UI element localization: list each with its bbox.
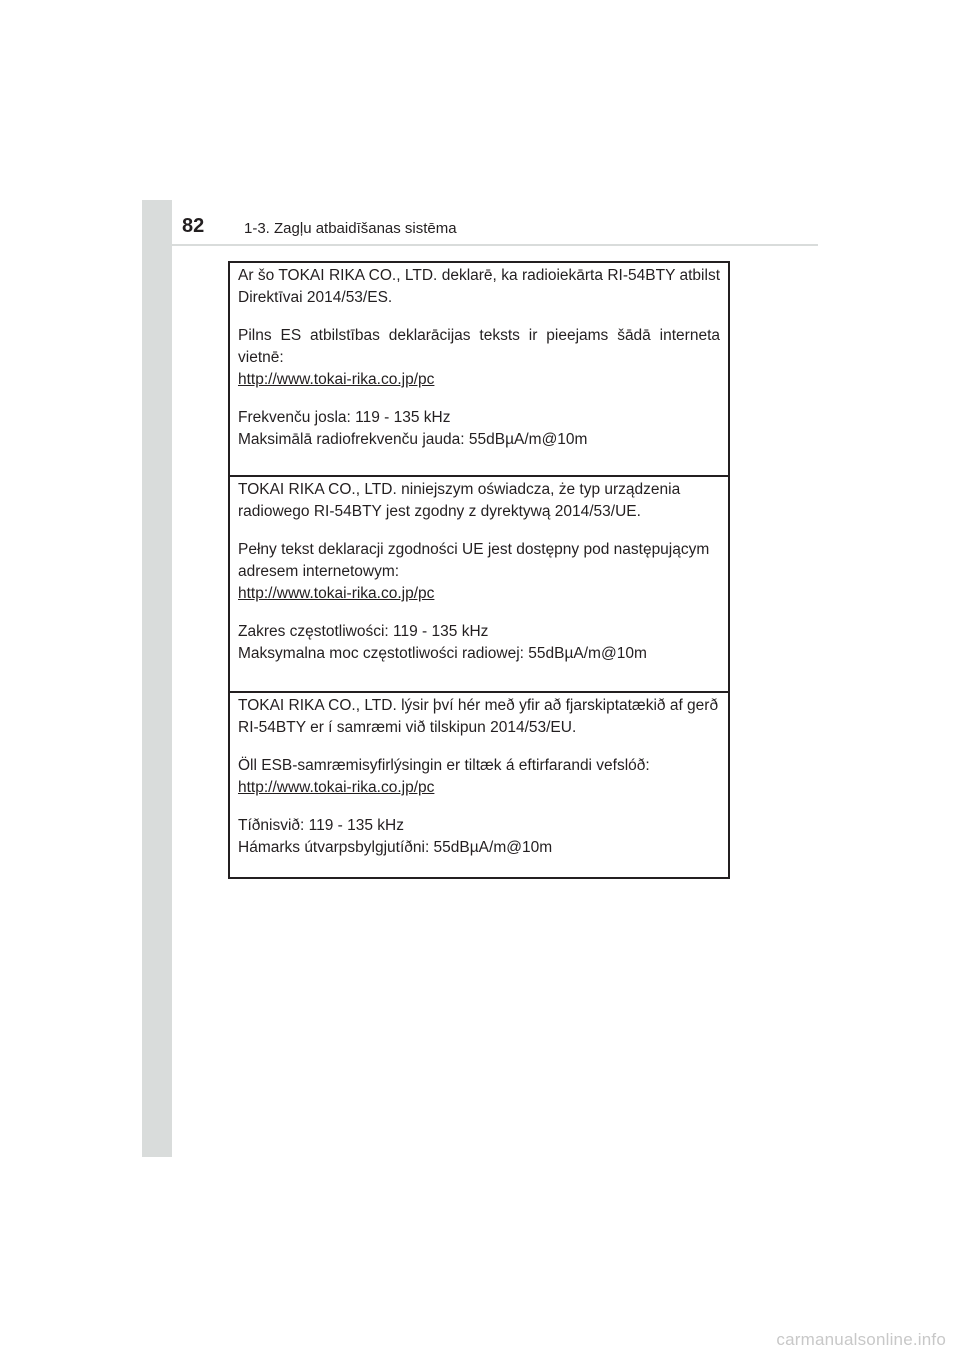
declaration-polish — [230, 475, 728, 691]
declaration-specs — [238, 621, 720, 665]
declaration-availability — [238, 755, 720, 799]
declaration-specs — [238, 407, 720, 451]
max-power: Hámarks útvarpsbylgjutíðni: 55dBµA/m@10m — [238, 839, 553, 856]
section-title: 1-3. Zagļu atbaidīšanas sistēma — [244, 220, 457, 237]
declaration-table — [228, 261, 730, 879]
declaration-text: Ar šo TOKAI RIKA CO., LTD. deklarē, ka radioiekārta RI-54BTY atbilst — [238, 267, 720, 284]
declaration-text: TOKAI RIKA CO., LTD. lýsir því hér með yfir að fjarskiptatækið af gerð — [238, 697, 719, 714]
declaration-statement — [238, 265, 720, 309]
declaration-specs — [238, 815, 720, 859]
frequency-band: Frekvenču josla: 119 - 135 kHz — [238, 409, 451, 426]
declaration-text: TOKAI RIKA CO., LTD. niniejszym oświadcza, że typ urządzenia — [238, 481, 681, 498]
frequency-band: Tíðnisvið: 119 - 135 kHz — [238, 817, 404, 834]
declaration-text: Direktīvai 2014/53/ES. — [238, 289, 393, 306]
declaration-icelandic — [230, 691, 728, 877]
declaration-link[interactable]: http://www.tokai-rika.co.jp/pc — [238, 371, 435, 388]
declaration-latvian — [230, 263, 728, 475]
watermark: carmanualsonline.info — [776, 1330, 946, 1349]
declaration-text: adresem internetowym: — [238, 563, 400, 580]
declaration-text: RI-54BTY er í samræmi við tilskipun 2014/53/EU. — [238, 719, 577, 736]
max-power: Maksymalna moc częstotliwości radiowej: 55dBµA/m@10m — [238, 645, 647, 662]
page-number: 82 — [182, 215, 205, 237]
chapter-side-bar — [142, 200, 172, 1157]
declaration-text: Öll ESB-samræmisyfirlýsingin er tiltæk á eftirfarandi vefslóð: — [238, 757, 650, 774]
declaration-text: radiowego RI-54BTY jest zgodny z dyrektywą 2014/53/UE. — [238, 503, 641, 520]
header-rule — [172, 244, 818, 246]
declaration-link[interactable]: http://www.tokai-rika.co.jp/pc — [238, 779, 435, 796]
max-power: Maksimālā radiofrekvenču jauda: 55dBµA/m@10m — [238, 431, 588, 448]
declaration-link[interactable]: http://www.tokai-rika.co.jp/pc — [238, 585, 435, 602]
declaration-text: Pilns ES atbilstības deklarācijas teksts ir pieejams šādā interneta — [238, 327, 720, 344]
declaration-text: vietnē: — [238, 349, 284, 366]
declaration-text: Pełny tekst deklaracji zgodności UE jest dostępny pod następującym — [238, 541, 710, 558]
frequency-band: Zakres częstotliwości: 119 - 135 kHz — [238, 623, 489, 640]
declaration-availability — [238, 539, 720, 605]
declaration-availability — [238, 325, 720, 391]
declaration-statement — [238, 695, 720, 739]
declaration-statement — [238, 479, 720, 523]
